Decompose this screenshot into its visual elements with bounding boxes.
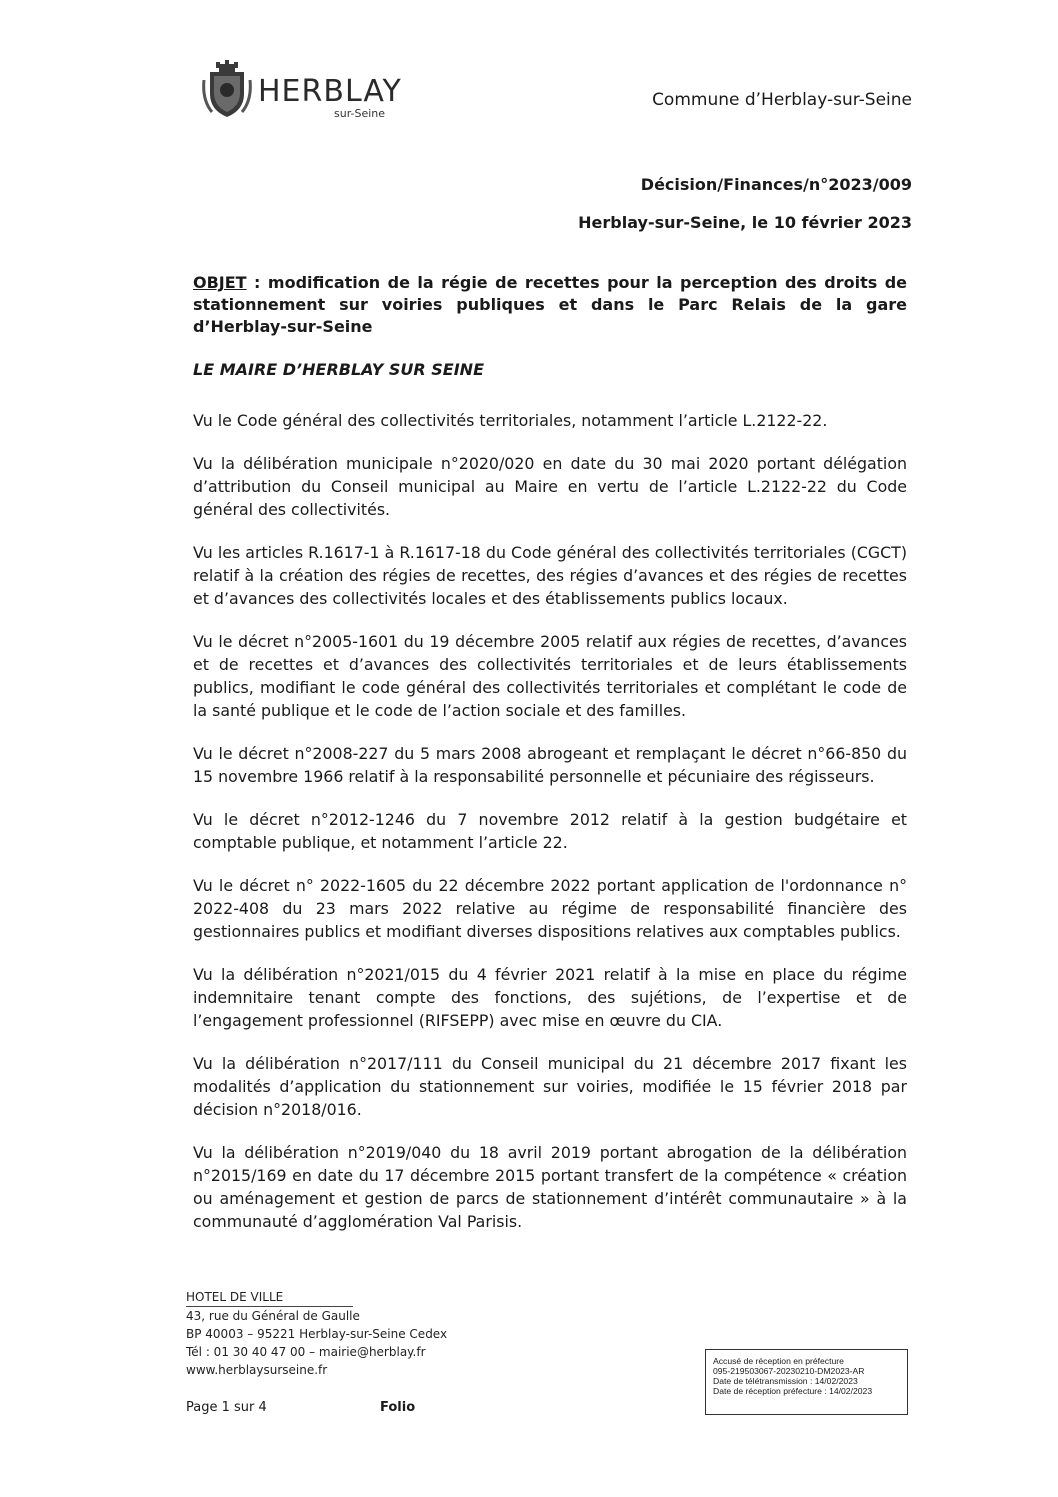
stamp-line: 095-219503067-20230210-DM2023-AR [713, 1366, 865, 1376]
subject-text: : modification de la régie de recettes pour la perception des droits de stationnement sur voiries publiques et dans le Parc Relais de la gare d’Herblay-sur-Seine [193, 273, 907, 336]
recital-paragraph: Vu la délibération n°2019/040 du 18 avril 2019 portant abrogation de la délibération n°2015/169 en date du 17 décembre 2015 portant transfert de la compétence « création ou aménagement et gestion de parcs de stationnement d’intérêt communautaire » à la communauté d’agglomération Val Parisis. [193, 1143, 907, 1231]
recitals [193, 409, 907, 1253]
decision-reference: Décision/Finances/n°2023/009 [640, 175, 912, 194]
subject [193, 272, 907, 338]
footer-contact: Tél : 01 30 40 47 00 – mairie@herblay.fr [186, 1345, 426, 1359]
herblay-logo [202, 60, 417, 122]
stamp-line: Accusé de réception en préfecture [713, 1356, 844, 1366]
recital-paragraph: Vu le décret n°2012-1246 du 7 novembre 2012 relatif à la gestion budgétaire et comptable publique, et notamment l’article 22. [193, 810, 907, 852]
recital-paragraph: Vu le Code général des collectivités territoriales, notamment l’article L.2122-22. [193, 411, 828, 430]
city-crest-icon [202, 60, 252, 120]
footer-address-line: 43, rue du Général de Gaulle [186, 1309, 360, 1323]
recital-paragraph: Vu le décret n°2005-1601 du 19 décembre 2005 relatif aux régies de recettes, d’avances et de recettes et d’avances des collectivités territoriales et de leurs établissements publics, modifiant le code général des collectivités territoriales et complétant le code de la santé publique et le code de l’action sociale et des familles. [193, 632, 907, 720]
recital-paragraph: Vu la délibération n°2021/015 du 4 février 2021 relatif à la mise en place du régime indemnitaire tenant compte des fonctions, des sujétions, de l’expertise et de l’engagement professionnel (RIFSEPP) avec mise en œuvre du CIA. [193, 965, 907, 1030]
footer-title: HOTEL DE VILLE [186, 1288, 353, 1307]
recital-paragraph: Vu la délibération municipale n°2020/020 en date du 30 mai 2020 portant délégation d’attribution du Conseil municipal au Maire en vertu de l’article L.2122-22 du Code général des collectivités. [193, 454, 907, 519]
stamp-line: Date de réception préfecture : 14/02/2023 [713, 1386, 873, 1396]
footer-address [186, 1288, 447, 1379]
stamp-line: Date de télétransmission : 14/02/2023 [713, 1376, 858, 1386]
recital-paragraph: Vu le décret n° 2022-1605 du 22 décembre 2022 portant application de l'ordonnance n° 2022-408 du 23 mars 2022 relative au régime de responsabilité financière des gestionnaires publics et modifiant diverses dispositions relatives aux comptables publics. [193, 876, 907, 941]
footer-address-line: BP 40003 – 95221 Herblay-sur-Seine Cedex [186, 1327, 448, 1341]
recital-paragraph: Vu les articles R.1617-1 à R.1617-18 du Code général des collectivités territoriales (CGCT) relatif à la création des régies de recettes, des régies d’avances et des régies de recettes et d’avances des collectivités locales et des établissements publics locaux. [193, 543, 907, 608]
footer-website: www.herblaysurseine.fr [186, 1363, 328, 1377]
logo-subtitle: sur-Seine [334, 107, 386, 120]
mayor-heading: LE MAIRE D’HERBLAY SUR SEINE [193, 360, 484, 379]
folio-label: Folio [380, 1400, 416, 1415]
commune-name: Commune d’Herblay-sur-Seine [652, 90, 912, 110]
recital-paragraph: Vu le décret n°2008-227 du 5 mars 2008 abrogeant et remplaçant le décret n°66-850 du 15 novembre 1966 relatif à la responsabilité personnelle et pécuniaire des régisseurs. [193, 744, 907, 786]
subject-label: OBJET [193, 273, 247, 292]
recital-paragraph: Vu la délibération n°2017/111 du Conseil municipal du 21 décembre 2017 fixant les modalités d’application du stationnement sur voiries, modifiée le 15 février 2018 par décision n°2018/016. [193, 1054, 907, 1119]
dateline: Herblay-sur-Seine, le 10 février 2023 [578, 213, 912, 232]
logo-name: HERBLAY [258, 74, 402, 109]
page-number: Page 1 sur 4 [186, 1400, 267, 1415]
prefecture-receipt-stamp [705, 1349, 908, 1415]
